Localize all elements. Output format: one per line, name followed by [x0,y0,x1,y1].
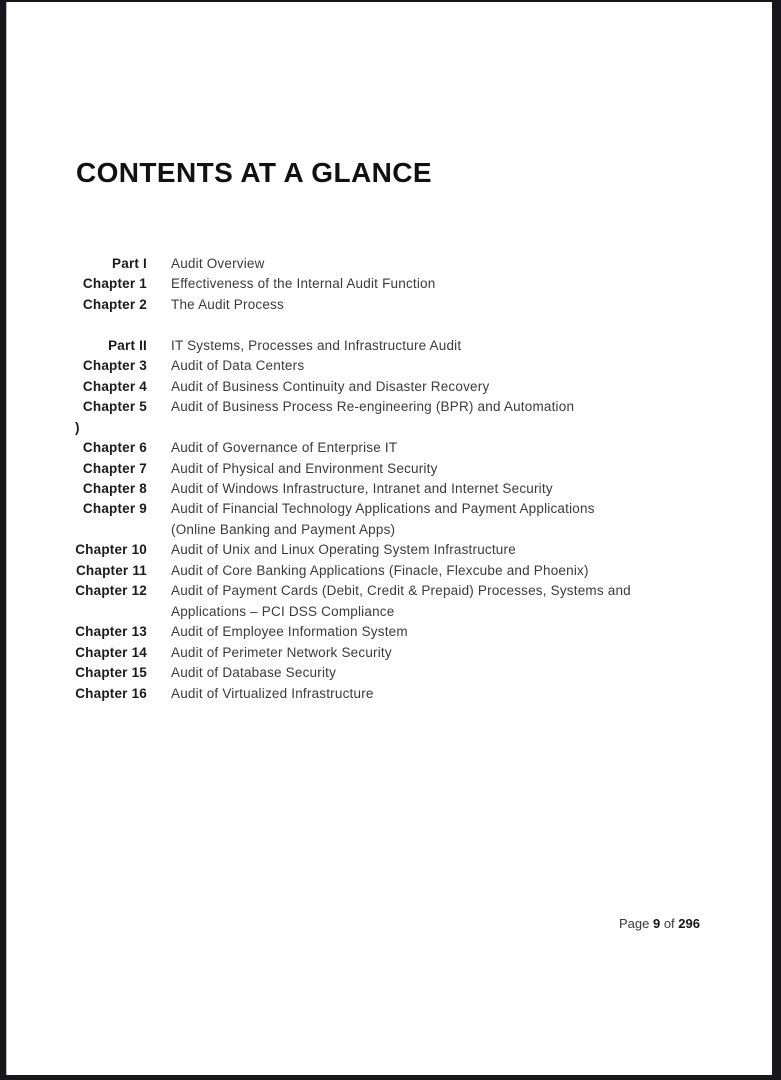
toc-entry-label: Chapter 1 [82,276,147,292]
toc-entry-title: Audit of Windows Infrastructure, Intranet and Internet Security [171,480,553,496]
toc-entry-label: Chapter 12 [75,583,147,599]
toc-entry-label: Chapter 5 [82,399,147,415]
toc-entry-label: Chapter 15 [75,665,147,681]
toc-entry-title: Audit of Unix and Linux Operating System Infrastructure [171,542,516,558]
page-title: CONTENTS AT A GLANCE [76,157,432,188]
toc-row [63,499,703,519]
toc-entry-title: Audit of Data Centers [171,358,305,374]
toc-row [63,459,703,479]
contents-list [63,254,703,704]
toc-entry-label: Chapter 14 [75,644,147,660]
toc-entry-title: Audit Overview [171,256,265,271]
toc-entry-title: Audit of Physical and Environment Security [171,460,438,476]
toc-entry-label: Chapter 11 [75,562,147,578]
toc-entry-label: Part II [108,337,147,353]
toc-row [63,315,703,335]
toc-entry-title: Audit of Payment Cards (Debit, Credit & Prepaid) Processes, Systems and [171,583,631,599]
toc-entry-title: Audit of Virtualized Infrastructure [171,685,374,701]
toc-row [63,377,703,397]
document-page [6,2,772,1075]
toc-entry-title: Applications – PCI DSS Compliance [171,603,395,619]
toc-entry-title: Audit of Business Continuity and Disaster Recovery [171,378,490,394]
toc-entry-label: Chapter 2 [82,296,147,312]
toc-entry-title: Audit of Database Security [171,665,337,681]
page-footer [619,916,700,931]
toc-entry-title: The Audit Process [171,296,284,312]
toc-row [63,602,703,622]
toc-entry-title: Audit of Financial Technology Applications and Payment Applications [171,501,595,517]
toc-entry-label: Chapter 9 [82,501,147,517]
toc-entry-label: Chapter 7 [82,460,147,476]
toc-entry-label: Chapter 16 [75,685,147,701]
toc-row [63,663,703,683]
toc-row [63,438,703,458]
toc-row [63,274,703,294]
toc-row [63,356,703,376]
toc-entry-label: Chapter 6 [82,440,147,456]
toc-entry-title: Audit of Business Process Re-engineering (BPR) and Automation [171,399,575,415]
toc-entry-label: Chapter 8 [82,480,147,496]
toc-entry-title: Effectiveness of the Internal Audit Function [171,276,436,292]
toc-row [63,684,703,704]
toc-row [63,540,703,560]
toc-row [63,643,703,663]
toc-entry-label: Chapter 3 [82,358,147,374]
toc-row [63,479,703,499]
toc-entry-label: Chapter 10 [75,542,147,558]
toc-entry-label: Chapter 4 [82,378,147,394]
toc-entry-title: Audit of Governance of Enterprise IT [171,440,398,456]
toc-row [63,397,703,417]
toc-entry-label: ) [75,419,80,435]
footer-total-pages: 296 [678,916,700,931]
footer-page-label: Page [618,916,650,931]
toc-row [63,622,703,642]
toc-row [63,520,703,540]
toc-entry-title: (Online Banking and Payment Apps) [171,521,396,537]
toc-row [63,254,703,274]
toc-row [63,295,703,315]
toc-entry-label: Part I [112,256,147,271]
toc-row [63,418,703,438]
toc-entry-title: IT Systems, Processes and Infrastructure Audit [171,337,462,353]
footer-of-label: of [663,916,675,931]
toc-row [63,561,703,581]
toc-row [63,581,703,601]
footer-page-number: 9 [652,916,661,931]
toc-entry-title: Audit of Employee Information System [171,624,408,640]
toc-entry-title: Audit of Perimeter Network Security [171,644,392,660]
toc-entry-title: Audit of Core Banking Applications (Finacle, Flexcube and Phoenix) [171,562,589,578]
toc-row [63,336,703,356]
toc-entry-label: Chapter 13 [75,624,147,640]
